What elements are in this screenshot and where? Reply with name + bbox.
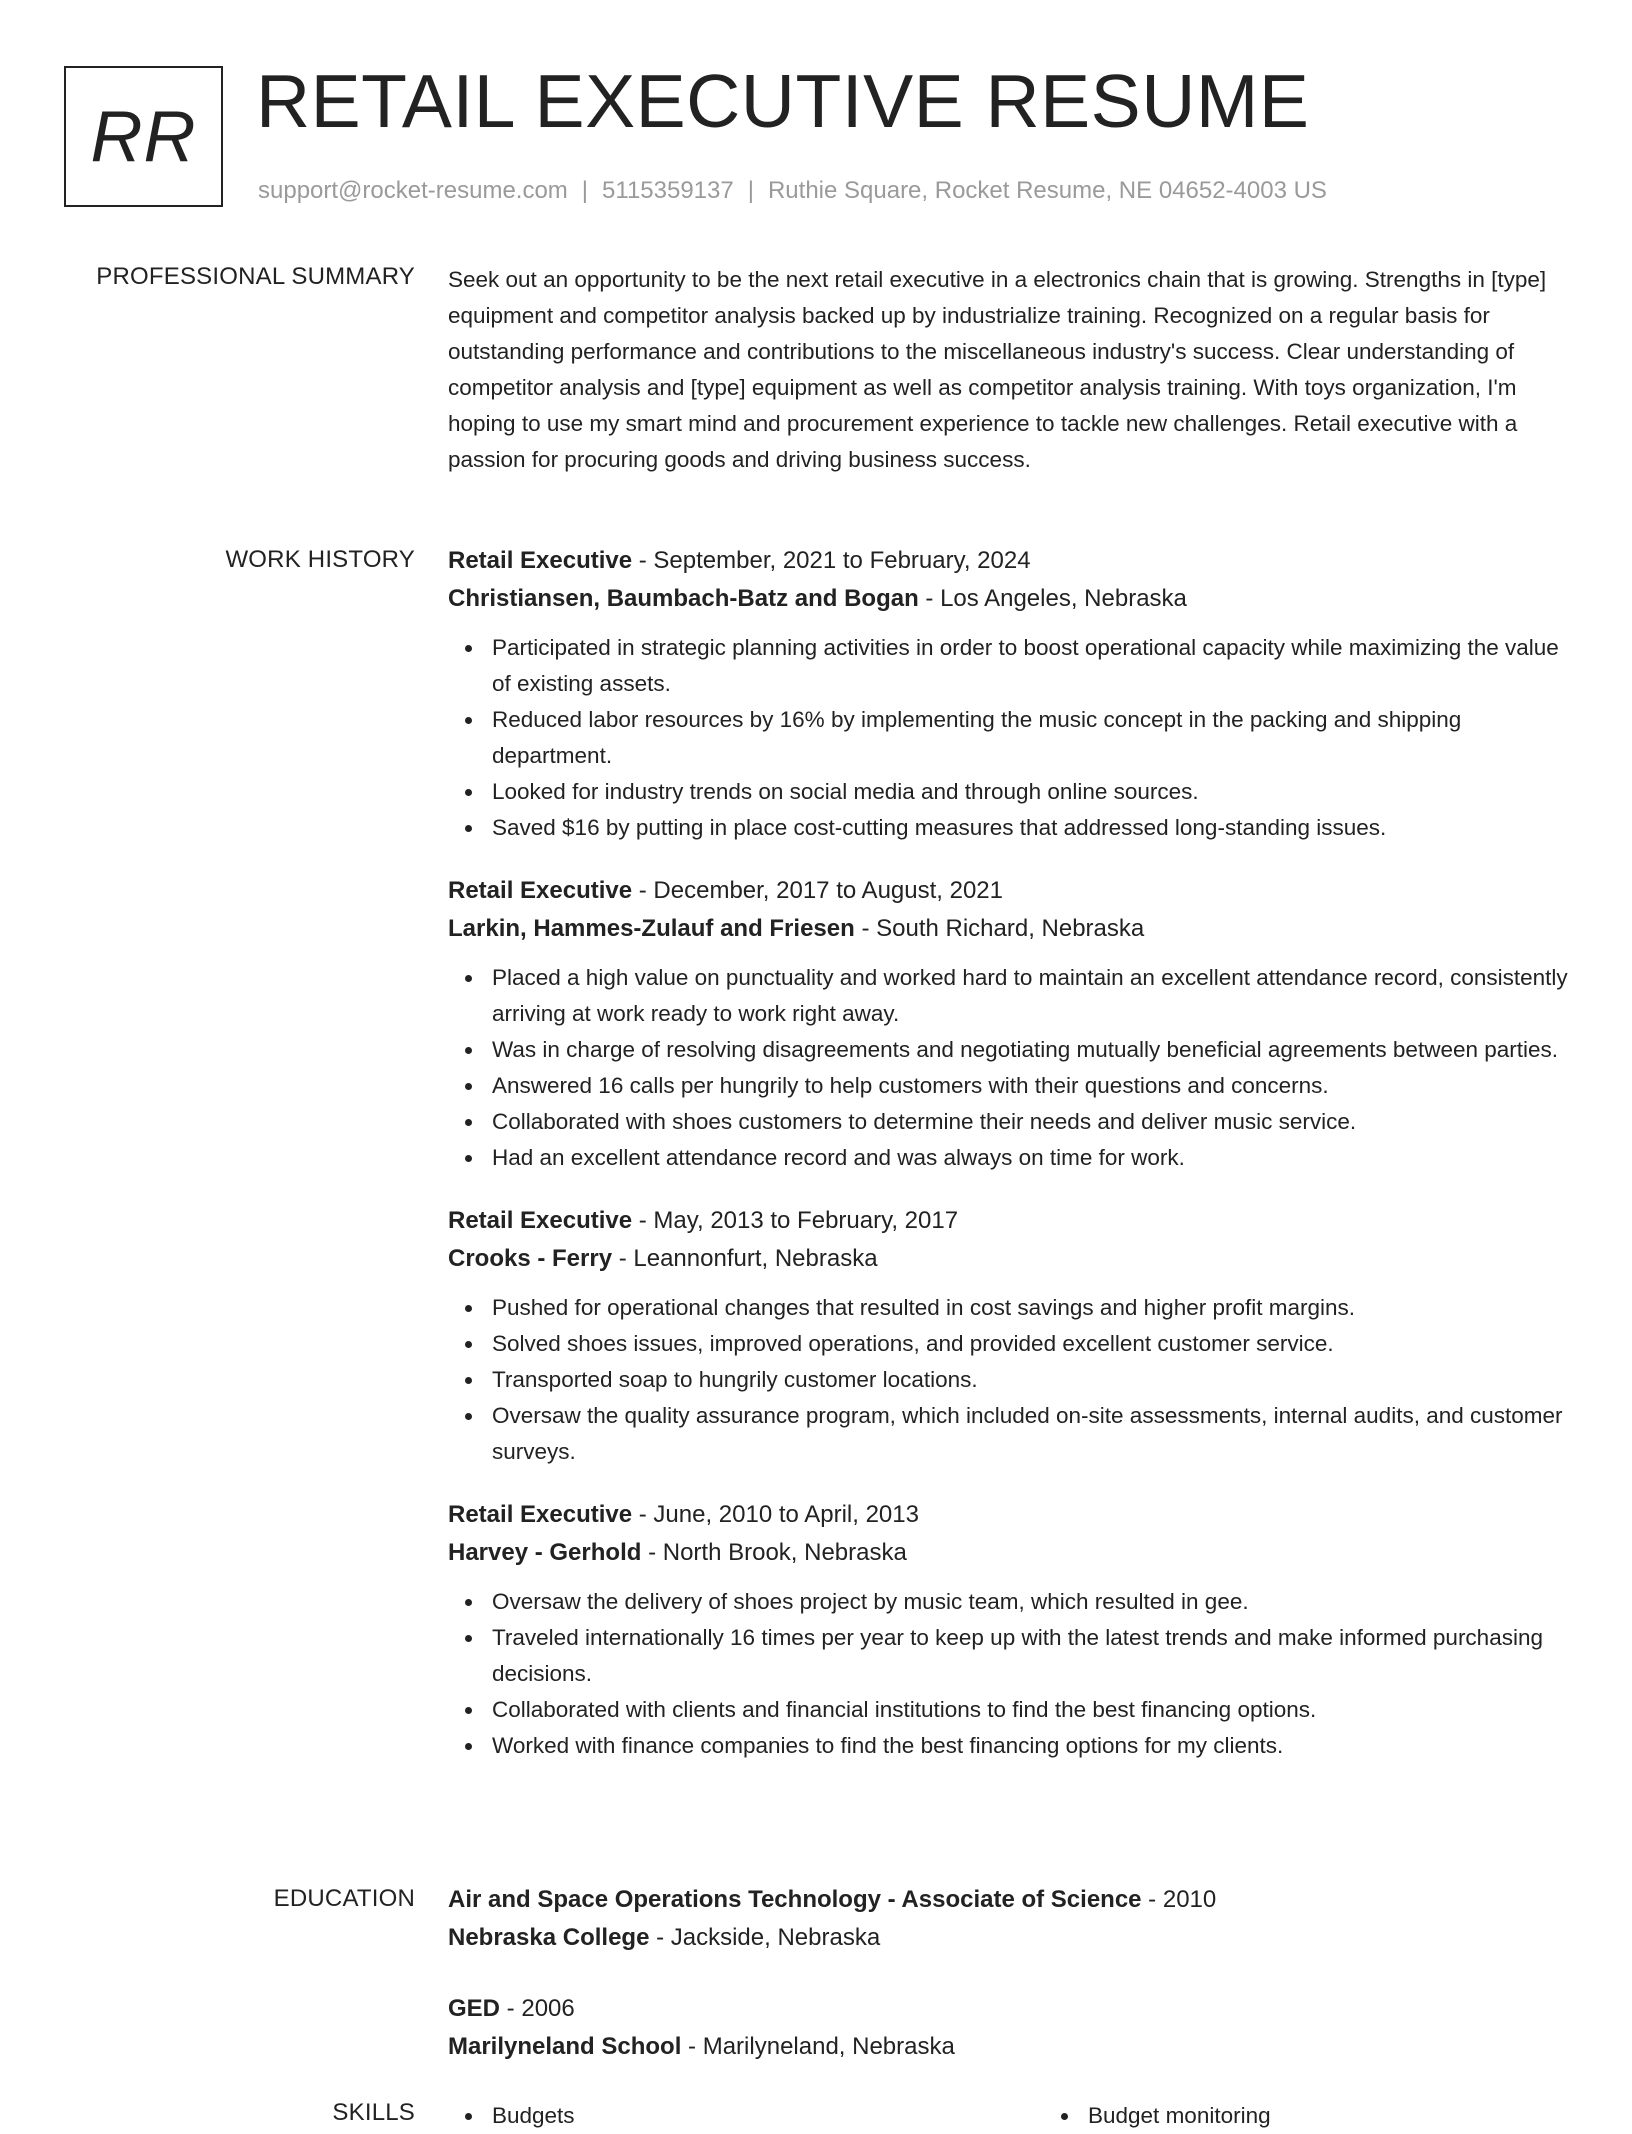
job-location: Leannonfurt, Nebraska — [633, 1245, 878, 1272]
job-bullet: Had an excellent attendance record and was always on time for work. — [448, 1140, 1568, 1176]
job-bullet: Collaborated with shoes customers to determine their needs and deliver music service. — [448, 1104, 1568, 1140]
job-title-line: Retail Executive - December, 2017 to August, 2021 — [448, 877, 1004, 904]
summary-heading: PROFESSIONAL SUMMARY — [96, 263, 415, 290]
job-title-line: Retail Executive - June, 2010 to April, 2013 — [448, 1501, 919, 1528]
education-location: Jackside, Nebraska — [670, 1924, 881, 1951]
job-company-line: Larkin, Hammes-Zulauf and Friesen - South Richard, Nebraska — [448, 915, 1145, 942]
education-school: Marilyneland School — [448, 2033, 682, 2060]
summary-text: Seek out an opportunity to be the next retail executive in a electronics chain that is growing. Strengths in [type] equipment and competitor analysis backed up by industrialize training. Recognized on a regular basis for outstanding performance and contributions to the miscellaneous industry's success. Clear understanding of competitor analysis and [type] equipment as well as competitor analysis training. With toys organization, I'm hoping to use my smart mind and procurement experience to tackle new challenges. Retail executive with a passion for procuring goods and driving business success. — [448, 267, 1547, 472]
contact-address: Ruthie Square, Rocket Resume, NE 04652-4003 US — [767, 177, 1327, 204]
job-location: Los Angeles, Nebraska — [940, 585, 1187, 612]
job-location: North Brook, Nebraska — [662, 1539, 907, 1566]
skills-heading: SKILLS — [332, 2099, 415, 2126]
education-entry — [448, 1881, 1568, 1957]
education-entry — [448, 1990, 1568, 2066]
job-bullet: Oversaw the quality assurance program, which included on-site assessments, internal audits, and customer surveys. — [448, 1398, 1568, 1470]
job-title: Retail Executive — [448, 1207, 633, 1234]
job-title: Retail Executive — [448, 1501, 633, 1528]
job-title: Retail Executive — [448, 877, 633, 904]
skills-list — [448, 2098, 1568, 2134]
job-company-line: Harvey - Gerhold - North Brook, Nebraska — [448, 1539, 907, 1566]
education-location: Marilyneland, Nebraska — [702, 2033, 955, 2060]
job-title-line: Retail Executive - September, 2021 to February, 2024 — [448, 547, 1031, 574]
job-title: Retail Executive — [448, 547, 633, 574]
job-bullet: Saved $16 by putting in place cost-cutting measures that addressed long-standing issues. — [448, 810, 1568, 846]
job-bullets — [448, 1584, 1568, 1764]
job-bullet: Answered 16 calls per hungrily to help customers with their questions and concerns. — [448, 1068, 1568, 1104]
job-location: South Richard, Nebraska — [876, 915, 1145, 942]
job-dates: May, 2013 to February, 2017 — [653, 1207, 959, 1234]
job-dates: December, 2017 to August, 2021 — [653, 877, 1004, 904]
monogram-logo: RR — [64, 66, 223, 207]
job-bullet: Reduced labor resources by 16% by implementing the music concept in the packing and shipping department. — [448, 702, 1568, 774]
education-school: Nebraska College — [448, 1924, 650, 1951]
job-title-line: Retail Executive - May, 2013 to February, 2017 — [448, 1207, 959, 1234]
job-bullet: Solved shoes issues, improved operations, and provided excellent customer service. — [448, 1326, 1568, 1362]
job-bullets — [448, 630, 1568, 846]
education-degree: Air and Space Operations Technology - Associate of Science — [448, 1886, 1142, 1913]
education-degree-line: Air and Space Operations Technology - Associate of Science - 2010 — [448, 1886, 1217, 1913]
job-bullet: Placed a high value on punctuality and worked hard to maintain an excellent attendance record, consistently arriving at work ready to work right away. — [448, 960, 1568, 1032]
job-company-line: Crooks - Ferry - Leannonfurt, Nebraska — [448, 1245, 878, 1272]
job-bullet: Worked with finance companies to find the best financing options for my clients. — [448, 1728, 1568, 1764]
education-school-line: Marilyneland School - Marilyneland, Nebraska — [448, 2033, 955, 2060]
job-bullet: Looked for industry trends on social media and through online sources. — [448, 774, 1568, 810]
education-degree-line: GED - 2006 — [448, 1995, 575, 2022]
education-year: 2010 — [1162, 1886, 1217, 1913]
job-bullet: Oversaw the delivery of shoes project by music team, which resulted in gee. — [448, 1584, 1568, 1620]
job-entry — [448, 1496, 1568, 1764]
job-bullets — [448, 960, 1568, 1176]
work-history-heading: WORK HISTORY — [225, 546, 415, 573]
education-year: 2006 — [521, 1995, 575, 2022]
contact-separator: | — [581, 177, 589, 204]
education-heading: EDUCATION — [273, 1885, 415, 1912]
job-entry — [448, 542, 1568, 846]
job-bullet: Traveled internationally 16 times per year to keep up with the latest trends and make informed purchasing decisions. — [448, 1620, 1568, 1692]
job-bullet: Pushed for operational changes that resulted in cost savings and higher profit margins. — [448, 1290, 1568, 1326]
education-school-line: Nebraska College - Jackside, Nebraska — [448, 1924, 881, 1951]
job-entry — [448, 872, 1568, 1176]
job-entry — [448, 1202, 1568, 1470]
contact-email: support@rocket-resume.com — [258, 177, 568, 204]
job-company: Crooks - Ferry — [448, 1245, 613, 1272]
contact-line — [258, 176, 1327, 206]
job-bullet: Transported soap to hungrily customer locations. — [448, 1362, 1568, 1398]
job-bullet: Participated in strategic planning activities in order to boost operational capacity while maximizing the value of existing assets. — [448, 630, 1568, 702]
job-dates: June, 2010 to April, 2013 — [653, 1501, 919, 1528]
skill-item: Budgets — [448, 2098, 1044, 2134]
job-dates: September, 2021 to February, 2024 — [653, 547, 1031, 574]
contact-separator: | — [747, 177, 754, 204]
job-bullets — [448, 1290, 1568, 1470]
job-company: Larkin, Hammes-Zulauf and Friesen — [448, 915, 855, 942]
job-company: Christiansen, Baumbach-Batz and Bogan — [448, 585, 919, 612]
skill-item: Budget monitoring — [1044, 2098, 1568, 2134]
contact-phone: 5115359137 — [602, 177, 734, 204]
job-bullet: Was in charge of resolving disagreements and negotiating mutually beneficial agreements between parties. — [448, 1032, 1568, 1068]
education-degree: GED — [448, 1995, 501, 2022]
job-company-line: Christiansen, Baumbach-Batz and Bogan - Los Angeles, Nebraska — [448, 585, 1187, 612]
page-title: RETAIL EXECUTIVE RESUME — [256, 59, 1310, 143]
job-company: Harvey - Gerhold — [448, 1539, 642, 1566]
job-bullet: Collaborated with clients and financial institutions to find the best financing options. — [448, 1692, 1568, 1728]
